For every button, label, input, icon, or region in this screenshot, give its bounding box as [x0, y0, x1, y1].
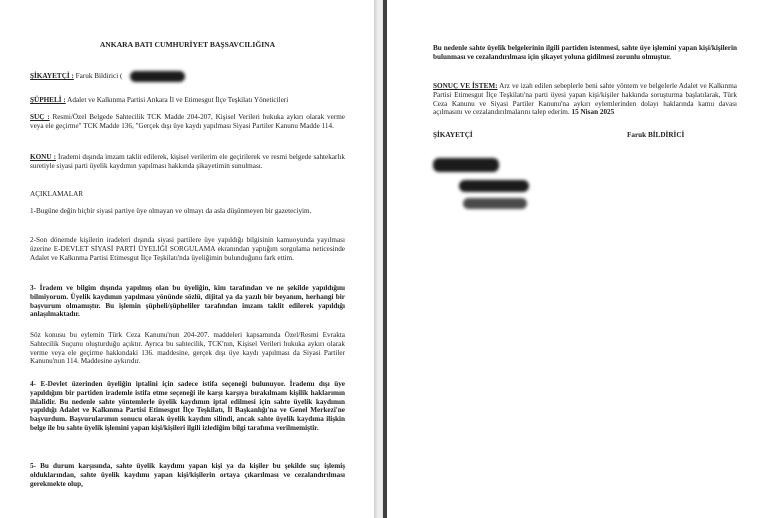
suspects-line	[30, 96, 345, 105]
subject-label: KONU :	[30, 153, 56, 161]
paragraph-5: 4- E-Devlet üzerinden üyeliğin iptalini için sadece istifa seçeneği bulunuyor. İrademı dışı üye yapıldığım bir partiden irademle istifa etme seçeneği ile karşı karşıya bırakılmam kişilik haklarımın ihlalidir. Bu nedenle sahte yöntemlerle üyelik kaydımın iptal edilmesi için sahte üyelik kaydımın yapıldığı Adalet ve Kalkınma Partisi Etimesgut İlçe Teşkilatı, İl Başkanlığı'na ve Genel Merkezi'ne başvurdum. Başvurularımın sonucu olarak üyelik kaydım silindi, ancak sahte üyelik kaydıma ilişkin belge ile bu sahte üyelik işlemini yapan kişi/kişileri ilgili izlediğim bilgi tarafıma verilmemiştir.	[30, 380, 345, 432]
paragraph-3: 3- İradem ve bilgim dışında yapılmış olan bu üyeliğin, kim tarafından ve ne şekilde yapıldığını bilmiyorum. Üyelik kaydımın yapılması yönünde sözlü, dijital ya da yazılı bir beyanım, herhangi bir başvurum olmamıştır. Bu işlemin şüpheli/şüpheliler tarafından imzam taklit edilerek yapıldığı anlaşılmaktadır.	[30, 284, 345, 319]
redacted-address-line-3	[463, 198, 527, 209]
paragraph-4: Söz konusu bu eylemin Türk Ceza Kanunu'nun 204-207. maddeleri kapsamında Özel/Resmi Evrakta Sahtecilik Suçunu oluşturduğu açıktır. Ayrıca bu sahtecilik, TCK'nın, Kişisel Verileri hukuka aykırı olarak verme veya ele geçirme hakkındaki 136. maddesine, gerçek dışı üye kaydı yapılması da Siyasi Partiler Kanunu'nun 114. Maddesine aykırıdır.	[30, 331, 345, 366]
complainant-label: ŞİKAYETÇİ :	[30, 72, 74, 80]
signature-label: ŞİKAYETÇİ	[433, 131, 473, 139]
result-block	[433, 82, 737, 117]
result-label: SONUÇ VE İSTEM:	[433, 82, 498, 90]
document-page-right	[387, 0, 763, 518]
redacted-address-line-2	[459, 180, 529, 192]
result-date: 15 Nisan 2025	[571, 108, 615, 117]
suspects-label: ŞÜPHELİ :	[30, 96, 66, 104]
crime-block	[30, 113, 345, 131]
result-value: Arz ve izah edilen sebeplerle beni sahte yöntem ve belgelerle Adalet ve Kalkınma Partisi Etimesgut İlçe Teşkilatı'na parti üyesi yapan kişi/kişiler hakkında soruşturma başlatılarak, Türk Ceza Kanunu ve Siyasi Partiler Kanunu'na aykırı eylemlerinden dolayı haklarında kamu davası açılmasını ve cezalandırılmalarını talep ederim.	[433, 82, 738, 117]
redacted-address-line-1	[433, 158, 499, 172]
signature-name: Faruk BİLDİRİCİ	[627, 131, 685, 139]
subject-value: İrademi dışında imzam taklit edilerek, kişisel verilerim ele geçirilerek ve resmi belgede sahtekarlık suretiyle siyasi parti üyelik kaydımın yapılması hakkında şikayetimin sunulması.	[30, 153, 345, 170]
paragraph-2: 2-Son dönemde kişilerin iradeleri dışında siyasi partilere üye yapıldığı bilgisinin kamuoyunda yayılması üzerine E-DEVLET SİYASİ PARTİ ÜYELİĞİ SORGULAMA ekranından yaptığım sorgulama neticesinde Adalet ve Kalkınma Partisi Etimesgut İlçe Teşkilatı'nda üyeliğimin bulunduğunu fark ettim.	[30, 236, 345, 262]
crime-label: SUÇ :	[30, 113, 50, 121]
document-page-left	[0, 0, 374, 518]
redacted-personal-info	[130, 71, 185, 82]
paragraph-1: 1-Bugüne değin hiçbir siyasi partiye üye olmayan ve olmayı da asla düşünmeyen bir gazeteciyim.	[30, 207, 312, 215]
complainant-line	[30, 72, 345, 81]
subject-block	[30, 153, 345, 171]
suspects-value: Adalet ve Kalkınma Partisi Ankara İl ve Etimesgut İlçe Teşkilatı Yöneticileri	[67, 96, 289, 104]
paragraph-6: 5- Bu durum karşısında, sahte üyelik kaydımı yapan kişi ya da kişiler bu şekilde suç işlemiş olduklarından, sahte üyelik kaydımı yapan kişi/kişilerin ortaya çıkarılması ve cezalandırılması gerekmekte olup,	[30, 462, 345, 488]
right-paragraph-1: Bu nedenle sahte üyelik belgelerinin ilgili partiden istenmesi, sahte üye işlemini yapan kişi/kişilerin bulunması ve cezalandırılması için şikayet yoluna gidilmesi zorunlu olmuştur.	[433, 44, 737, 61]
complainant-value: Faruk Bildirici (	[75, 72, 123, 80]
document-title: ANKARA BATI CUMHURİYET BAŞSAVCILIĞINA	[99, 40, 276, 49]
explanations-heading: AÇIKLAMALAR	[30, 190, 84, 198]
crime-value: Resmi/Özel Belgede Sahtecilik TCK Madde 204-207, Kişisel Verileri hukuka aykırı olarak verme veya ele geçirme" TCK Madde 136, "Gerçek dışı üye kaydı yapılması Siyasi Partiler Kanunu Madde 114.	[30, 113, 345, 130]
